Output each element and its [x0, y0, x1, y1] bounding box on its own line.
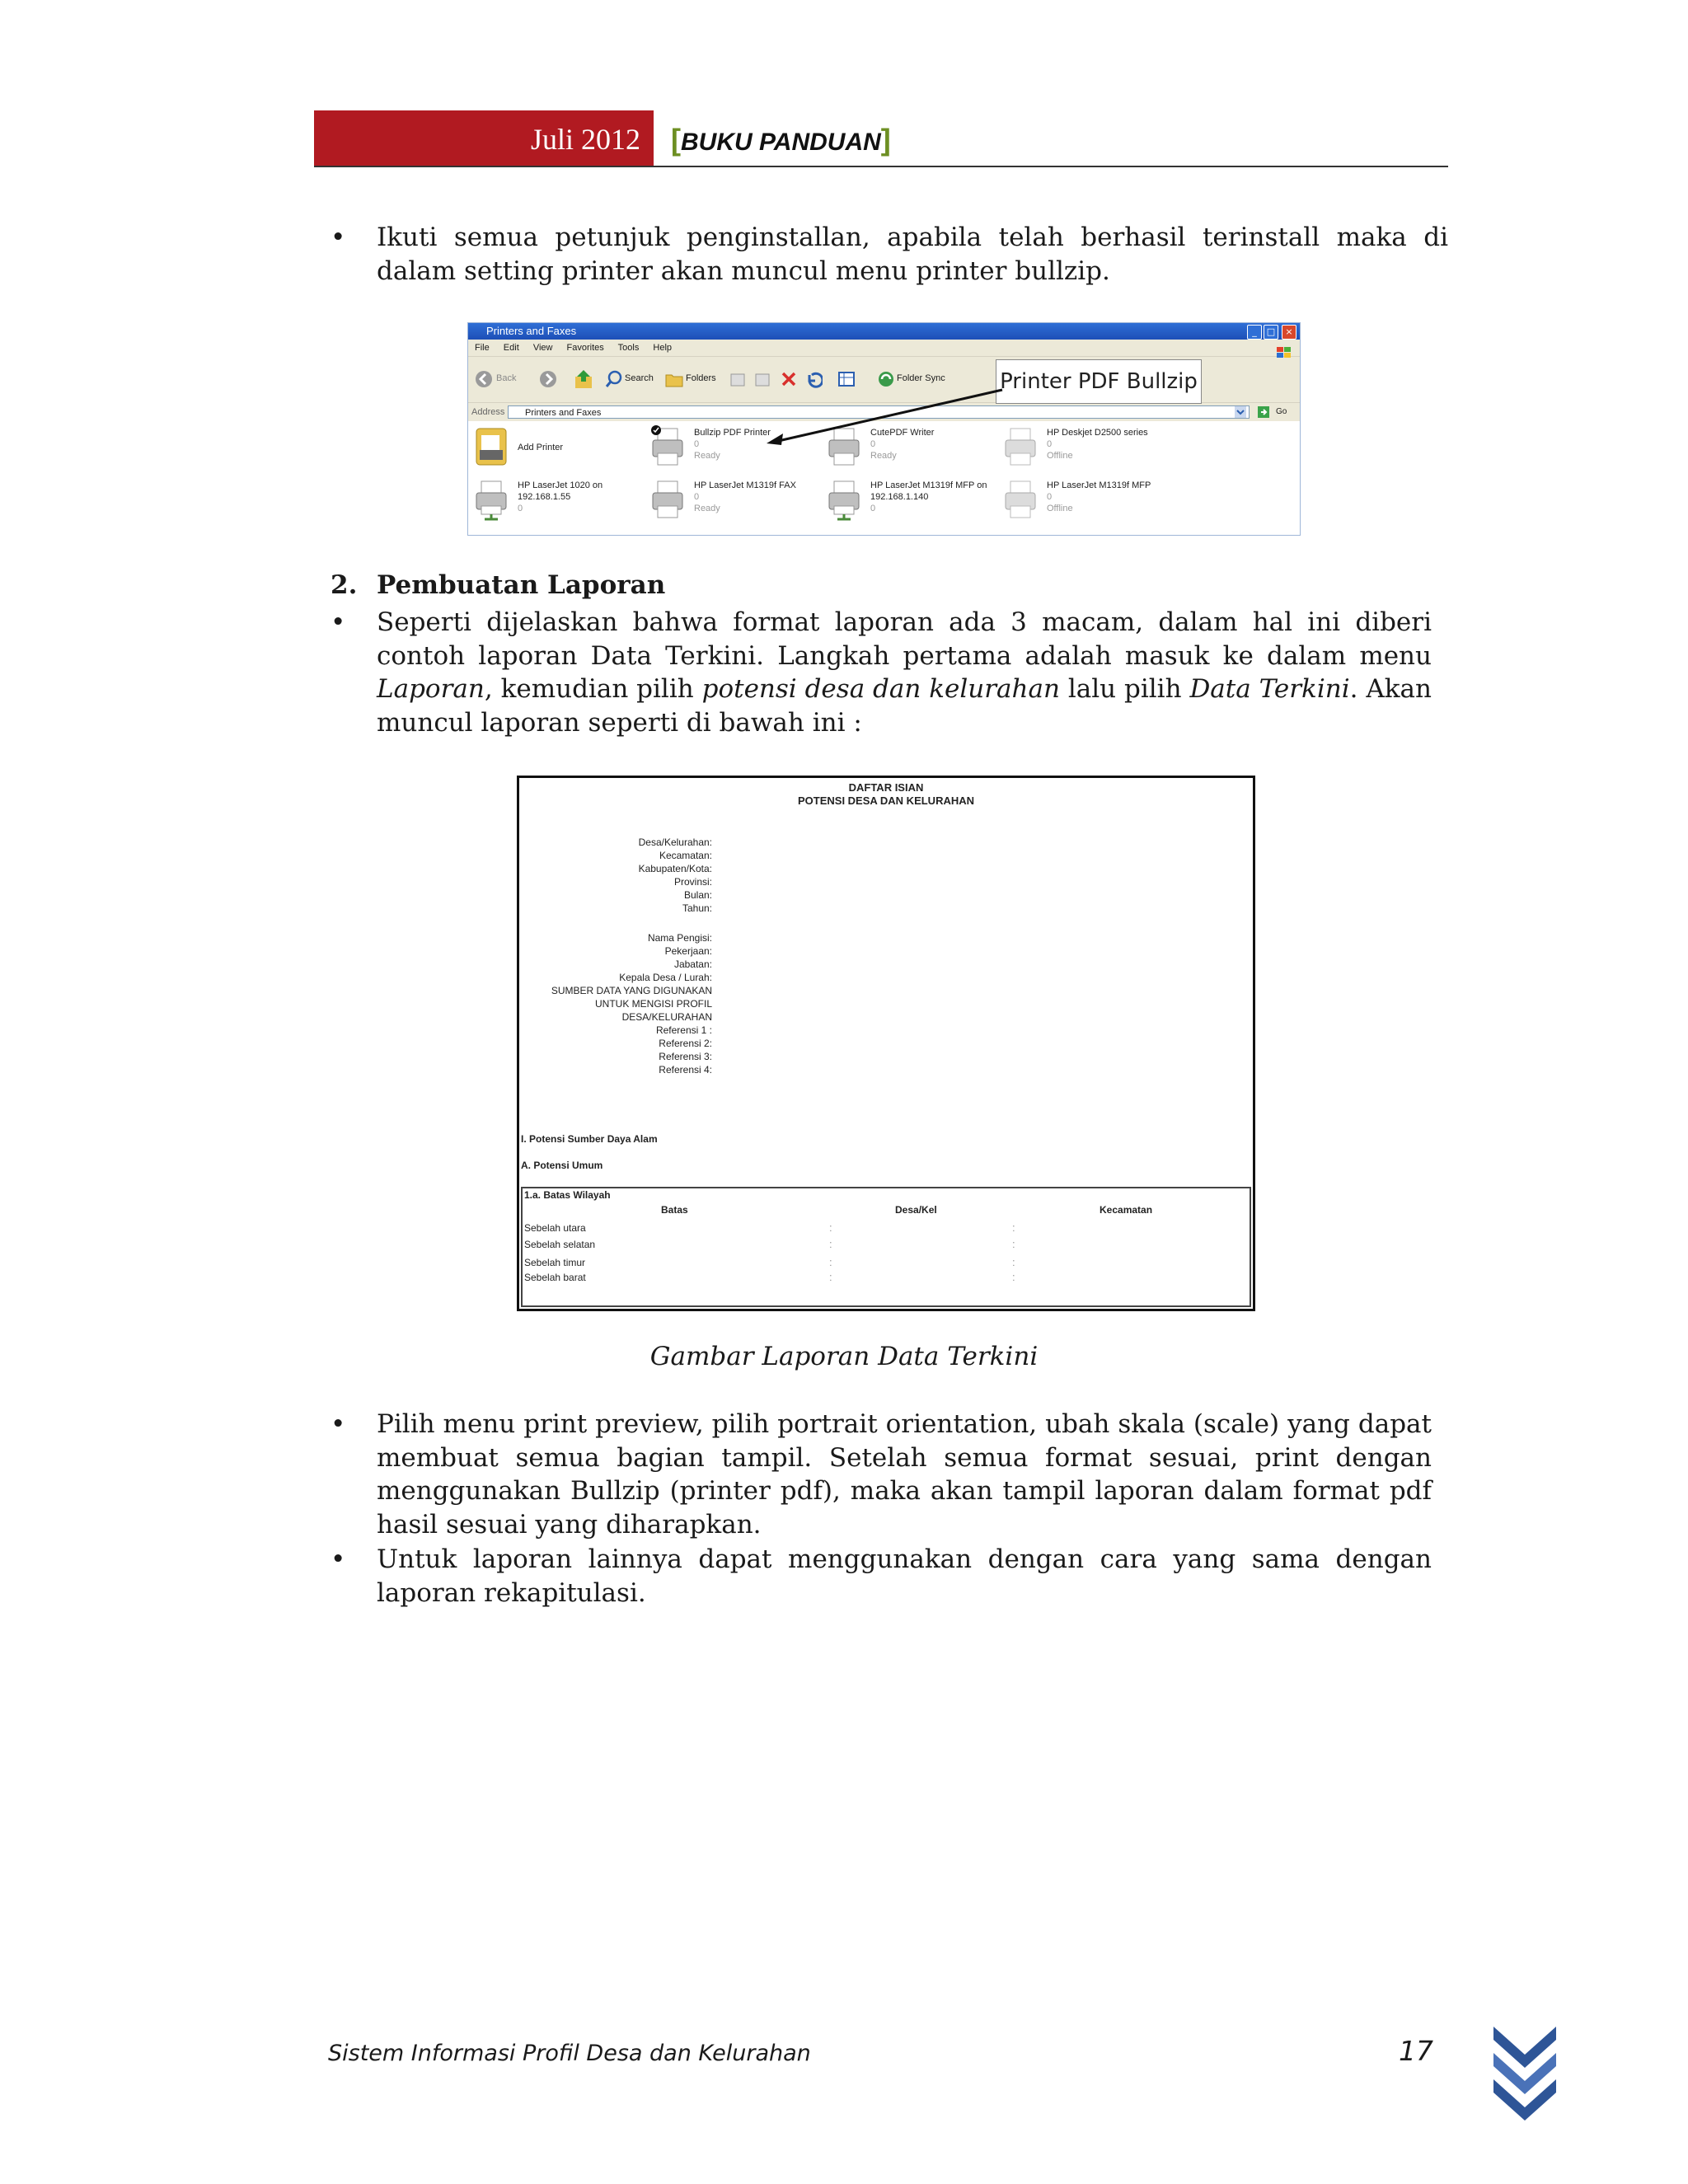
printer-address: 192.168.1.55 — [518, 492, 571, 502]
header-title-text: BUKU PANDUAN — [681, 129, 881, 156]
table-title: 1.a. Batas Wilayah — [524, 1189, 611, 1201]
field-label: Referensi 4: — [659, 1064, 712, 1076]
menu-tools[interactable]: Tools — [617, 343, 640, 353]
callout-arrow — [758, 387, 1006, 445]
report-preview — [517, 776, 1255, 1311]
window-title: Printers and Faxes — [486, 325, 577, 337]
field-label: Jabatan: — [673, 958, 712, 970]
delete-icon[interactable] — [780, 370, 798, 388]
table-row-label: Sebelah utara — [524, 1222, 586, 1234]
add-printer-icon — [475, 425, 508, 468]
menu-edit[interactable]: Edit — [503, 343, 519, 353]
folder-sync-label[interactable]: Folder Sync — [897, 373, 945, 383]
colon: : — [829, 1256, 832, 1268]
menu-help[interactable]: Help — [653, 343, 673, 353]
report-title: DAFTAR ISIAN — [848, 781, 924, 794]
folders-icon[interactable] — [664, 370, 684, 388]
field-label: Referensi 3: — [659, 1051, 712, 1062]
figure-caption: Gambar Laporan Data Terkini — [649, 1342, 1039, 1371]
printer-status: Ready — [694, 451, 720, 461]
back-label[interactable]: Back — [496, 373, 517, 383]
window-titlebar — [468, 323, 1300, 340]
printer-item[interactable] — [828, 478, 1001, 529]
bullet-dot: • — [331, 1544, 346, 1574]
printer-status: Offline — [1047, 504, 1073, 513]
colon: : — [829, 1271, 832, 1283]
para-emphasis: Data Terkini — [1189, 674, 1350, 704]
printer-docs: 0 — [518, 504, 523, 513]
forward-icon[interactable] — [539, 370, 557, 388]
bullet-dot: • — [331, 223, 346, 252]
field-label: Kepala Desa / Lurah: — [619, 972, 712, 983]
printer-item[interactable] — [475, 425, 648, 476]
address-dropdown-icon[interactable] — [1235, 406, 1246, 418]
colon: : — [829, 1221, 832, 1234]
copy-to-icon[interactable] — [753, 370, 771, 388]
field-label: Kabupaten/Kota: — [638, 863, 712, 874]
minimize-icon[interactable]: _ — [1247, 325, 1262, 340]
section-paragraph — [331, 606, 1432, 739]
printer-status: Offline — [1047, 451, 1073, 461]
header-rule — [314, 166, 1448, 167]
column-header: Kecamatan — [1100, 1204, 1153, 1216]
move-to-icon[interactable] — [729, 370, 747, 388]
printer-address: 192.168.1.140 — [870, 492, 929, 502]
windows-logo-icon — [1275, 345, 1293, 360]
colon: : — [1012, 1221, 1015, 1234]
printer-name: Add Printer — [518, 443, 564, 452]
header-title — [671, 110, 891, 166]
network-printer-icon — [475, 478, 508, 521]
para-text: lalu pilih — [1059, 674, 1190, 704]
search-icon[interactable] — [605, 370, 623, 388]
printer-icon — [1004, 425, 1037, 468]
field-label: Bulan: — [683, 889, 712, 901]
maximize-icon[interactable]: □ — [1264, 325, 1278, 340]
printer-item[interactable] — [651, 478, 824, 529]
bullet-print-preview — [331, 1408, 1432, 1541]
search-label[interactable]: Search — [625, 373, 654, 383]
printer-name: HP Deskjet D2500 series — [1047, 428, 1148, 438]
network-printer-icon — [828, 478, 860, 521]
header-date: Juli 2012 — [530, 123, 640, 156]
address-value: Printers and Faxes — [525, 408, 602, 418]
window-menubar — [468, 340, 1300, 356]
colon: : — [1012, 1238, 1015, 1250]
colon: : — [1012, 1271, 1015, 1283]
printer-docs: 0 — [1047, 439, 1053, 449]
printer-icon — [651, 425, 684, 468]
page-number: 17 — [1399, 2035, 1433, 2067]
field-label: Desa/Kelurahan: — [638, 837, 712, 848]
printer-item[interactable] — [1004, 478, 1177, 529]
back-icon[interactable] — [475, 370, 493, 388]
close-icon[interactable]: × — [1282, 325, 1296, 340]
section-number: 2. — [331, 570, 358, 600]
printer-name: HP LaserJet M1319f FAX — [694, 480, 796, 490]
printer-icon — [651, 478, 684, 521]
folders-label[interactable]: Folders — [686, 373, 716, 383]
printer-docs: 0 — [694, 439, 700, 449]
menu-favorites[interactable]: Favorites — [566, 343, 604, 353]
intro-bullet — [331, 221, 1448, 288]
para-text: , kemudian pilih — [484, 674, 702, 704]
field-label: Provinsi: — [673, 876, 712, 888]
menu-view[interactable]: View — [532, 343, 553, 353]
column-header: Desa/Kel — [895, 1204, 937, 1216]
table-row-label: Sebelah timur — [524, 1257, 586, 1268]
footer-title: Sistem Informasi Profil Desa dan Kelurahan — [328, 2041, 811, 2066]
printer-name: HP LaserJet M1319f MFP — [1047, 480, 1151, 490]
table-row-label: Sebelah selatan — [524, 1239, 596, 1250]
views-icon[interactable] — [837, 370, 860, 388]
intro-bullet-text: Ikuti semua petunjuk penginstallan, apabila telah berhasil terinstall maka di dalam setting printer akan muncul menu printer bullzip. — [377, 223, 1448, 286]
bullet-text: Untuk laporan lainnya dapat menggunakan dengan cara yang sama dengan laporan rekapitulasi. — [377, 1544, 1432, 1608]
report-subtitle: POTENSI DESA DAN KELURAHAN — [797, 794, 975, 807]
printer-name: HP LaserJet 1020 on — [518, 480, 603, 490]
bullet-dot: • — [331, 607, 346, 637]
printer-item[interactable] — [1004, 425, 1177, 476]
printer-name: Bullzip PDF Printer — [694, 428, 771, 438]
field-label: Kecamatan: — [659, 850, 712, 861]
bullet-other-reports — [331, 1543, 1432, 1610]
printer-docs: 0 — [870, 439, 876, 449]
report-fields-group2 — [519, 931, 712, 1096]
field-label: Pekerjaan: — [664, 945, 712, 957]
field-label: Tahun: — [682, 902, 712, 914]
printer-status: Ready — [870, 451, 897, 461]
callout-box: Printer PDF Bullzip — [996, 359, 1202, 404]
bracket-open: [ — [671, 123, 681, 157]
chevron-down-icon — [1492, 2023, 1558, 2122]
printer-status: Ready — [694, 504, 720, 513]
up-folder-icon[interactable] — [574, 368, 593, 390]
field-label: Referensi 1 : — [655, 1024, 712, 1036]
field-label: Referensi 2: — [659, 1038, 712, 1049]
field-label: SUMBER DATA YANG DIGUNAKAN — [551, 985, 712, 996]
address-label: Address — [471, 407, 505, 417]
field-label: Nama Pengisi: — [647, 932, 712, 944]
colon: : — [829, 1238, 832, 1250]
report-section-heading: A. Potensi Umum — [521, 1160, 603, 1171]
para-text: Seperti dijelaskan bahwa format laporan ada 3 macam, dalam hal ini diberi contoh laporan Data Terkini. Langkah pertama adalah masuk ke dalam menu — [377, 607, 1432, 671]
go-label[interactable]: Go — [1276, 407, 1287, 416]
report-section-heading: I. Potensi Sumber Daya Alam — [521, 1133, 658, 1145]
printer-icon — [1004, 478, 1037, 521]
printer-name: HP LaserJet M1319f MFP on — [870, 480, 987, 490]
printer-docs: 0 — [1047, 492, 1053, 502]
undo-icon[interactable] — [804, 370, 823, 388]
printer-name: CutePDF Writer — [870, 428, 935, 438]
printer-docs: 0 — [694, 492, 700, 502]
batas-wilayah-table — [521, 1187, 1251, 1307]
colon: : — [1012, 1256, 1015, 1268]
go-icon[interactable] — [1258, 406, 1269, 418]
field-label: UNTUK MENGISI PROFIL — [594, 998, 712, 1010]
column-header: Batas — [661, 1204, 688, 1216]
folder-sync-icon[interactable] — [877, 370, 895, 388]
para-emphasis: potensi desa dan kelurahan — [701, 674, 1060, 704]
field-label: DESA/KELURAHAN — [621, 1011, 712, 1023]
para-text: . Akan muncul laporan seperti di bawah ini : — [377, 674, 1432, 738]
menu-file[interactable]: File — [475, 343, 490, 353]
printer-docs: 0 — [870, 504, 876, 513]
para-emphasis: Laporan — [377, 674, 485, 704]
printer-item[interactable] — [475, 478, 648, 529]
bullet-dot: • — [331, 1409, 346, 1439]
bracket-close: ] — [880, 123, 891, 157]
bullet-text: Pilih menu print preview, pilih portrait orientation, ubah skala (scale) yang dapat membuat semua bagian tampil. Setelah semua format sesuai, print dengan menggunakan Bullzip (printer pdf), maka akan tampil laporan dalam format pdf hasil sesuai yang diharapkan. — [377, 1409, 1432, 1540]
section-title: Pembuatan Laporan — [377, 570, 666, 600]
table-row-label: Sebelah barat — [524, 1272, 586, 1283]
